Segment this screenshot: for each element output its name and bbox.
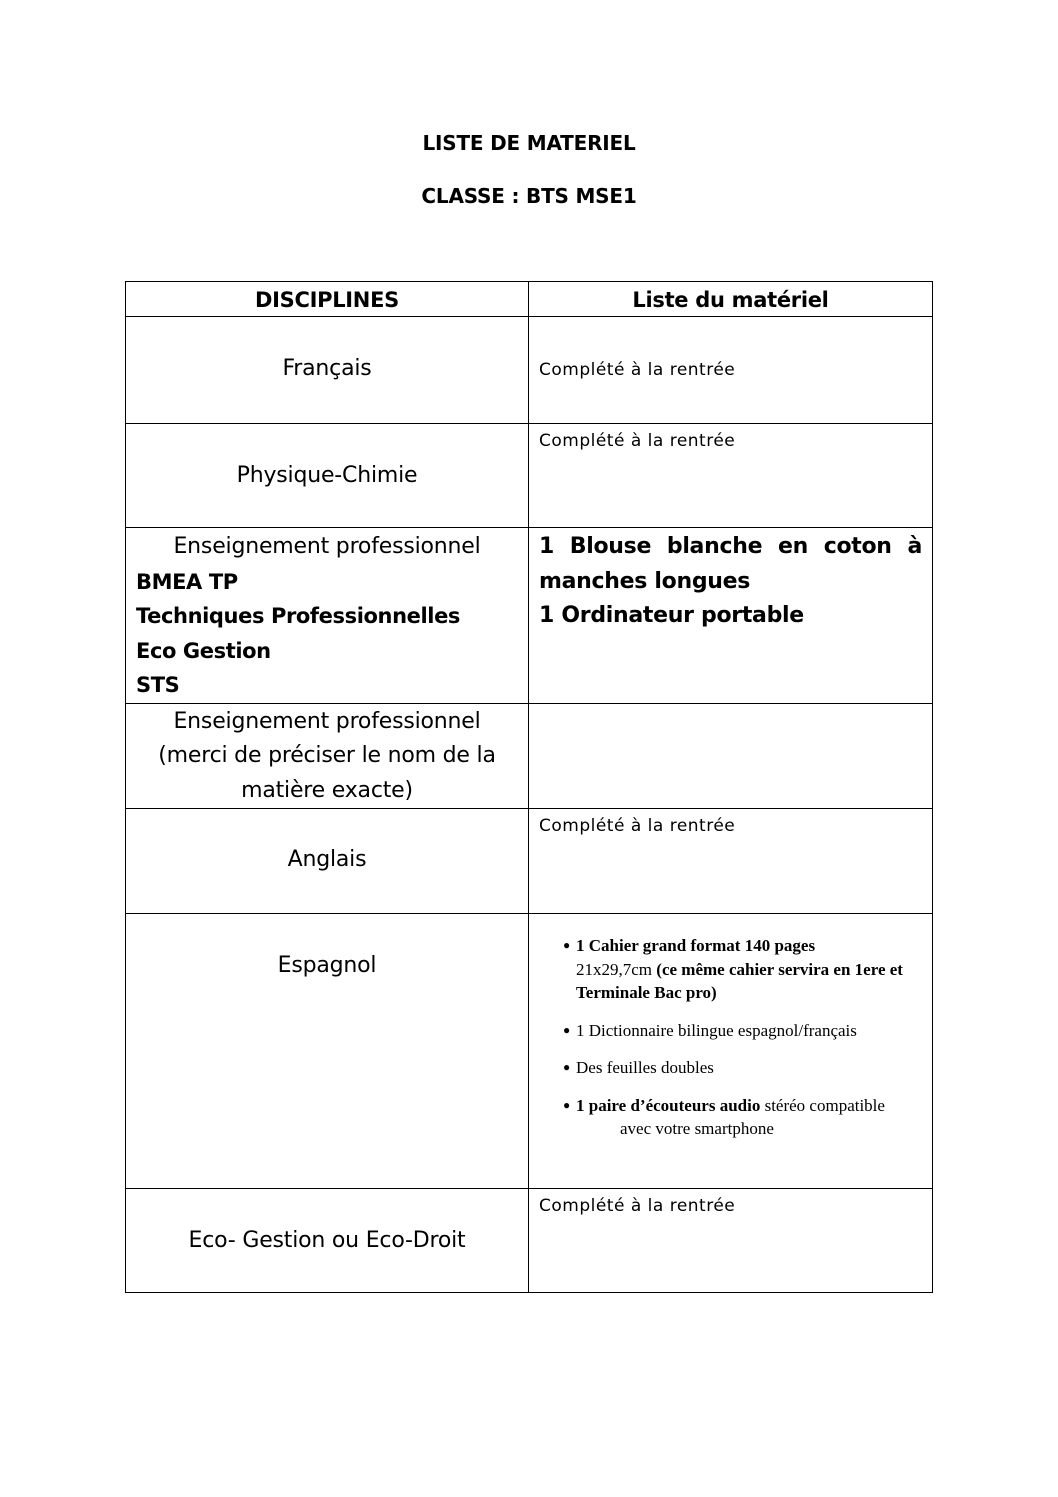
list-item: ● 1 Dictionnaire bilingue espagnol/français [560, 1019, 932, 1043]
bullet-icon: ● [563, 1022, 571, 1037]
discipline-cell [126, 1189, 529, 1293]
materiel-cell [529, 914, 933, 1189]
materiel-text: Complété à la rentrée [539, 431, 736, 451]
list-item: ● 1 paire d’écouteurs audio stéréo compatible avec votre smartphone [563, 1095, 885, 1138]
class-heading: CLASSE : BTS MSE1 [421, 184, 637, 208]
discipline-label: Enseignement professionnel [173, 534, 481, 559]
table-row [126, 317, 933, 424]
discipline-cell [126, 703, 529, 809]
discipline-label: Physique-Chimie [236, 463, 418, 488]
materiel-item: 1 Blouse blanche en coton à manches longues [539, 534, 922, 594]
sub-discipline: STS [136, 673, 180, 697]
materiel-cell [529, 1189, 933, 1293]
discipline-cell [126, 424, 529, 528]
materiel-text: Complété à la rentrée [539, 360, 736, 380]
discipline-note: (merci de préciser le nom de la [158, 743, 496, 768]
materiel-item: 1 Ordinateur portable [539, 603, 804, 628]
bullet-icon: ● [563, 938, 571, 952]
table-row [126, 809, 933, 914]
materiel-text: Complété à la rentrée [539, 816, 736, 836]
discipline-label: Eco- Gestion ou Eco-Droit [188, 1228, 466, 1253]
list-item: ● 1 Cahier grand format 140 pages 21x29,7cm (ce même cahier servira en 1ere et Terminale Bac pro) [563, 936, 903, 1002]
materiel-list [529, 914, 932, 1141]
materiel-text: Complété à la rentrée [539, 1196, 736, 1216]
bullet-icon: ● [563, 1097, 571, 1112]
list-item: ● Des feuilles doubles [560, 1056, 932, 1080]
table-row [126, 914, 933, 1189]
table-row [126, 528, 933, 704]
table-row [126, 703, 933, 809]
materiel-cell [529, 703, 933, 809]
discipline-note: matière exacte) [241, 777, 413, 803]
materials-table [125, 281, 933, 1293]
materiel-cell [529, 809, 933, 914]
materiel-cell [529, 424, 933, 528]
table-header-row [126, 282, 933, 317]
materiel-cell [529, 317, 933, 424]
sub-discipline: BMEA TP [136, 569, 238, 594]
page-title: LISTE DE MATERIEL [422, 131, 636, 155]
bullet-icon: ● [563, 1060, 571, 1074]
table-row [126, 424, 933, 528]
discipline-cell [126, 528, 529, 704]
sub-discipline: Techniques Professionnelles [136, 604, 461, 628]
materiel-cell [529, 528, 933, 704]
column-header-materiel: Liste du matériel [529, 282, 933, 317]
discipline-cell [126, 809, 529, 914]
discipline-label: Anglais [287, 847, 367, 872]
table-row [126, 1189, 933, 1293]
discipline-cell [126, 914, 529, 1189]
sub-discipline: Eco Gestion [136, 638, 271, 663]
discipline-label: Enseignement professionnel [173, 708, 481, 734]
discipline-label: Français [282, 356, 372, 381]
discipline-label: Espagnol [277, 953, 377, 978]
column-header-disciplines: DISCIPLINES [126, 282, 529, 317]
discipline-cell [126, 317, 529, 424]
